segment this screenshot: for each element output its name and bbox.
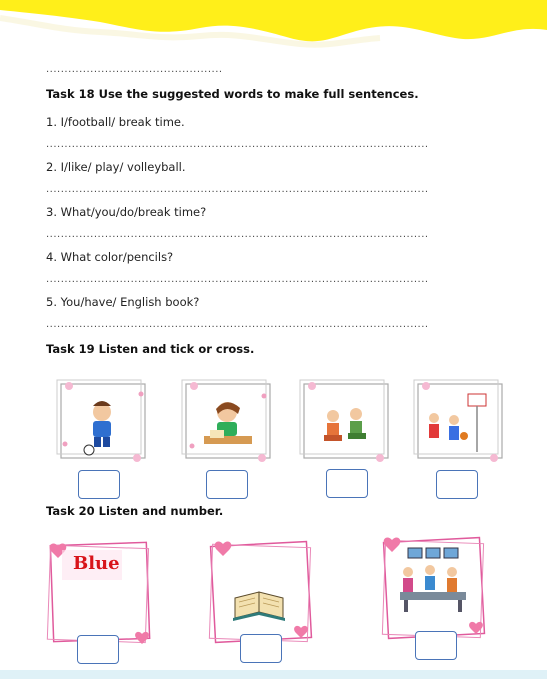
task18-answer-line-3[interactable]: ........................................................................................................ (46, 229, 429, 240)
bottom-strip (0, 670, 547, 679)
task20-answer-box-2[interactable] (240, 634, 282, 663)
task20-answer-box-3[interactable] (415, 631, 457, 660)
task19-answer-box-1[interactable] (78, 470, 120, 499)
task19-picture-4 (412, 374, 508, 466)
task20-picture-2 (205, 536, 317, 648)
top-dotted-line: ................................................ (46, 64, 223, 75)
task19-picture-2 (180, 374, 276, 466)
task18-answer-line-2[interactable]: ........................................................................................................ (46, 184, 429, 195)
task18-title: Task 18 Use the suggested words to make full sentences. (46, 87, 419, 101)
task20-title: Task 20 Listen and number. (46, 504, 224, 518)
task20-picture-3 (378, 532, 490, 644)
task20-word-blue: Blue (73, 553, 120, 574)
task19-answer-box-4[interactable] (436, 470, 478, 499)
task18-answer-line-4[interactable]: ........................................................................................................ (46, 274, 429, 285)
task19-answer-box-2[interactable] (206, 470, 248, 499)
task18-item-5: 5. You/have/ English book? (46, 295, 200, 309)
task18-item-1: 1. I/football/ break time. (46, 115, 185, 129)
task18-item-2: 2. I/like/ play/ volleyball. (46, 160, 186, 174)
task18-answer-line-5[interactable]: ........................................................................................................ (46, 319, 429, 330)
task19-picture-3 (298, 374, 394, 466)
task18-answer-line-1[interactable]: ........................................................................................................ (46, 139, 429, 150)
task18-item-4: 4. What color/pencils? (46, 250, 174, 264)
task19-title: Task 19 Listen and tick or cross. (46, 342, 255, 356)
task19-picture-1 (55, 374, 151, 466)
task20-answer-box-1[interactable] (77, 635, 119, 664)
header-banner (0, 0, 547, 60)
task19-answer-box-3[interactable] (326, 469, 368, 498)
task18-item-3: 3. What/you/do/break time? (46, 205, 207, 219)
